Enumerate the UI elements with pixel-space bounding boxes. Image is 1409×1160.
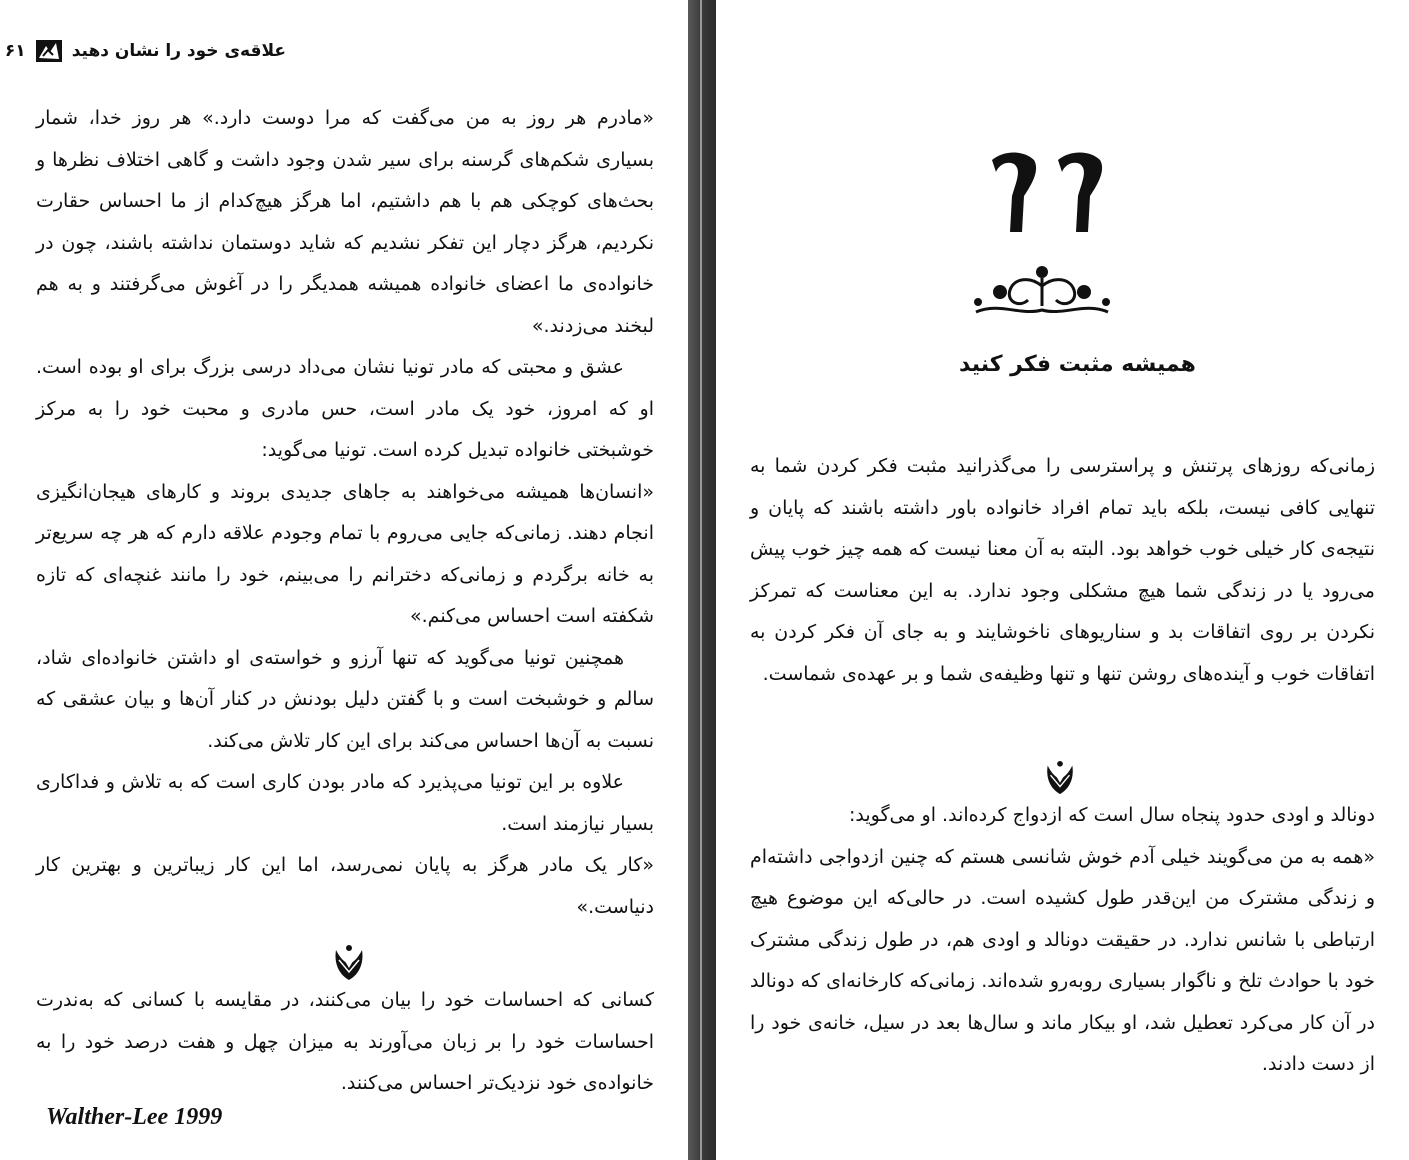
right-body-text xyxy=(750,446,1375,695)
left-page xyxy=(0,0,688,1160)
header-ornament-icon xyxy=(36,40,62,62)
section-divider-icon xyxy=(1042,760,1078,796)
citation: Walther-Lee 1999 xyxy=(46,1104,223,1130)
paragraph: دونالد و اودی حدود پنجاه سال است که ازدواج کرده‌اند. او می‌گوید: xyxy=(848,804,1375,826)
paragraph: همچنین تونیا می‌گوید که تنها آرزو و خواسته‌ی او داشتن خانواده‌ای شاد، سالم و خوشبخت است و با گفتن دلیل بودنش در کنار آن‌ها و بیان عشقی که نسبت به آن‌ها احساس می‌کند برای این کار تلاش می‌کند. xyxy=(36,646,654,752)
gutter-highlight xyxy=(700,0,702,1160)
chapter-title: همیشه مثبت فکر کنید xyxy=(959,352,1196,377)
chapter-number-graphic xyxy=(984,148,1124,238)
book-gutter xyxy=(688,0,716,1160)
right-page xyxy=(716,0,1409,1160)
left-closing-text xyxy=(36,980,654,1105)
paragraph: «مادرم هر روز به من می‌گفت که مرا دوست دارد.» هر روز خدا، شمار بسیاری شکم‌های گرسنه برای سیر شدن وجود داشت و گاهی اختلاف نظرها و بحث‌های کوچکی هم با هم داشتیم، اما هرگز هیچ‌کدام از ما احساس حقارت نکردیم، هرگز دچار این تفکر نشدیم که شاید دوستمان نداشته باشند، چون در خانواده‌ی ما اعضای خانواده همیشه همدیگر را در آغوش می‌گرفتند و به هم لبخند می‌زدند.» xyxy=(36,107,654,337)
paragraph: «همه به من می‌گویند خیلی آدم خوش شانسی هستم که چنین ازدواجی داشته‌ام و زندگی مشترک من این‌قدر طول کشیده است. در حالی‌که این موضوع هیچ ارتباطی با شانس ندارد. در حقیقت دونالد و اودی هم، در طول زندگی مشترک خود با حوادث تلخ و ناگوار بسیاری روبه‌رو شده‌اند. زمانی‌که کارخانه‌ای که دونالد در آن کار می‌کرد تعطیل شد، او بیکار ماند و سال‌ها بعد در سیل، خانه‌ی خود را از دست دادند. xyxy=(750,845,1375,1075)
running-head xyxy=(5,40,286,62)
paragraph: «کار یک مادر هرگز به پایان نمی‌رسد، اما این کار زیباترین و بهترین کار دنیاست.» xyxy=(36,854,654,918)
paragraph: «انسان‌ها همیشه می‌خواهند به جاهای جدیدی بروند و کارهای هیجان‌انگیزی انجام دهند. زمانی‌که جایی می‌روم با تمام وجودم علاقه دارم که هر چه سریع‌تر به خانه برگردم و زمانی‌که دخترانم را می‌بینم، خود را مانند غنچه‌ای که تازه شکفته است احساس می‌کنم.» xyxy=(36,480,654,627)
left-body-text xyxy=(36,98,654,928)
right-body-text-2 xyxy=(750,795,1375,1086)
paragraph: عشق و محبتی که مادر تونیا نشان می‌داد درسی بزرگ برای او بوده است. او که امروز، خود یک مادر است، حس مادری و محبت خود را به مرکز خوشبختی خانواده تبدیل کرده است. تونیا می‌گوید: xyxy=(36,356,654,461)
paragraph: زمانی‌که روزهای پرتنش و پراسترسی را می‌گذرانید مثبت فکر کردن شما به تنهایی کافی نیست، بلکه باید تمام افراد خانواده باور داشته باشند که پایان و نتیجه‌ی کار خیلی خوب خواهد بود. البته به آن معنا نیست که همه چیز خوب پیش می‌رود یا در زندگی شما هیچ مشکلی وجود ندارد. به این معناست که تمرکز نکردن بر روی اتفاقات بد و سناریوهای ناخوشایند و به جای آن فکر کردن به اتفاقات خوب و آینده‌های روشن تنها و تنها وظیفه‌ی شما و بر عهده‌ی شماست. xyxy=(750,455,1375,685)
running-head-title: علاقه‌ی خود را نشان دهید xyxy=(71,41,286,61)
paragraph: کسانی که احساسات خود را بیان می‌کنند، در مقایسه با کسانی که به‌ندرت احساسات خود را بر زبان می‌آورند به میزان چهل و هفت درصد خود را به خانواده‌ی خود نزدیک‌تر احساس می‌کنند. xyxy=(36,989,654,1094)
section-divider-icon xyxy=(330,944,368,982)
chapter-ornament-icon xyxy=(970,262,1114,320)
paragraph: علاوه بر این تونیا می‌پذیرد که مادر بودن کاری است که به تلاش و فداکاری بسیار نیازمند است. xyxy=(36,771,654,835)
page-number: ۶۱ xyxy=(4,41,26,61)
